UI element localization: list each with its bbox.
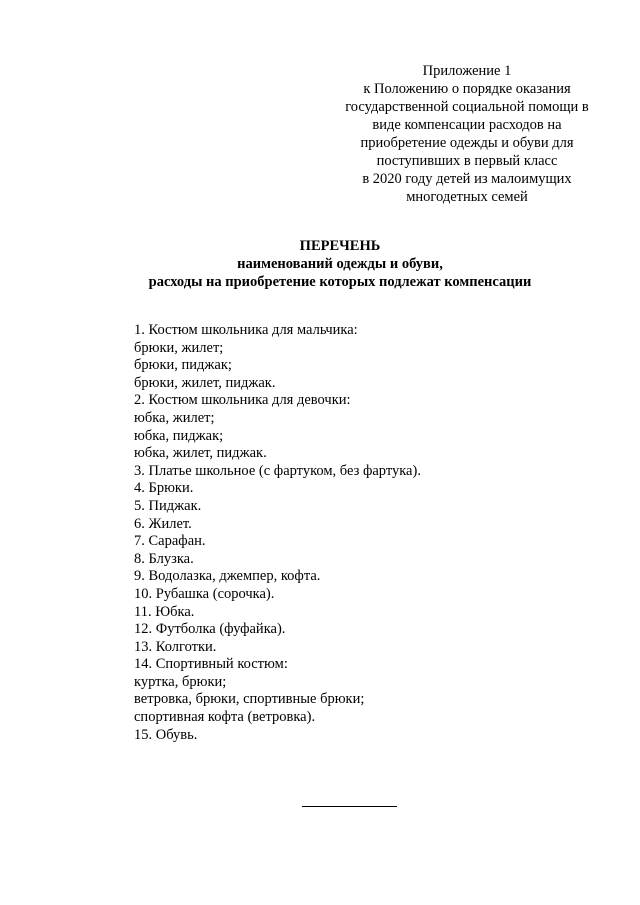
list-item: 15. Обувь. — [134, 726, 198, 743]
list-item: 8. Блузка. — [134, 550, 194, 567]
list-item: ветровка, брюки, спортивные брюки; — [134, 691, 365, 708]
list-item: 7. Сарафан. — [134, 533, 206, 550]
heading-title: ПЕРЕЧЕНЬ — [299, 238, 381, 254]
document-heading — [80, 237, 600, 291]
appendix-block — [322, 62, 612, 206]
list-item: 4. Брюки. — [134, 480, 194, 497]
list-item: 10. Рубашка (сорочка). — [134, 585, 275, 602]
list-item: брюки, жилет, пиджак. — [134, 374, 276, 391]
appendix-line: Приложение 1 — [422, 63, 512, 79]
heading-subtitle: наименований одежды и обуви, — [237, 256, 443, 272]
appendix-line: государственной социальной помощи в — [345, 99, 589, 115]
appendix-line: к Положению о порядке оказания — [363, 81, 571, 97]
heading-subtitle: расходы на приобретение которых подлежат компенсации — [148, 274, 532, 290]
list-item: 6. Жилет. — [134, 515, 192, 532]
appendix-line: виде компенсации расходов на — [372, 117, 562, 133]
list-item: 11. Юбка. — [134, 603, 195, 620]
appendix-line: приобретение одежды и обуви для — [360, 135, 574, 151]
list-item: куртка, брюки; — [134, 673, 227, 690]
list-item: юбка, пиджак; — [134, 427, 224, 444]
list-item: спортивная кофта (ветровка). — [134, 709, 316, 726]
list-item: 14. Спортивный костюм: — [134, 656, 288, 673]
list-item: 12. Футболка (фуфайка). — [134, 621, 286, 638]
appendix-line: в 2020 году детей из малоимущих — [362, 171, 572, 187]
appendix-line: многодетных семей — [406, 189, 528, 205]
appendix-line: поступивших в первый класс — [376, 153, 558, 169]
list-item: юбка, жилет; — [134, 409, 215, 426]
list-item: 13. Колготки. — [134, 638, 217, 655]
end-rule — [302, 806, 397, 807]
list-item: 5. Пиджак. — [134, 497, 202, 514]
list-item: 2. Костюм школьника для девочки: — [134, 392, 351, 409]
list-item: 1. Костюм школьника для мальчика: — [134, 322, 358, 338]
list-item: 9. Водолазка, джемпер, кофта. — [134, 568, 321, 585]
list-item: 3. Платье школьное (с фартуком, без фартука). — [134, 462, 421, 479]
items-list — [134, 322, 574, 744]
list-item: юбка, жилет, пиджак. — [134, 445, 267, 462]
list-item: брюки, пиджак; — [134, 357, 232, 374]
list-item: брюки, жилет; — [134, 339, 224, 356]
